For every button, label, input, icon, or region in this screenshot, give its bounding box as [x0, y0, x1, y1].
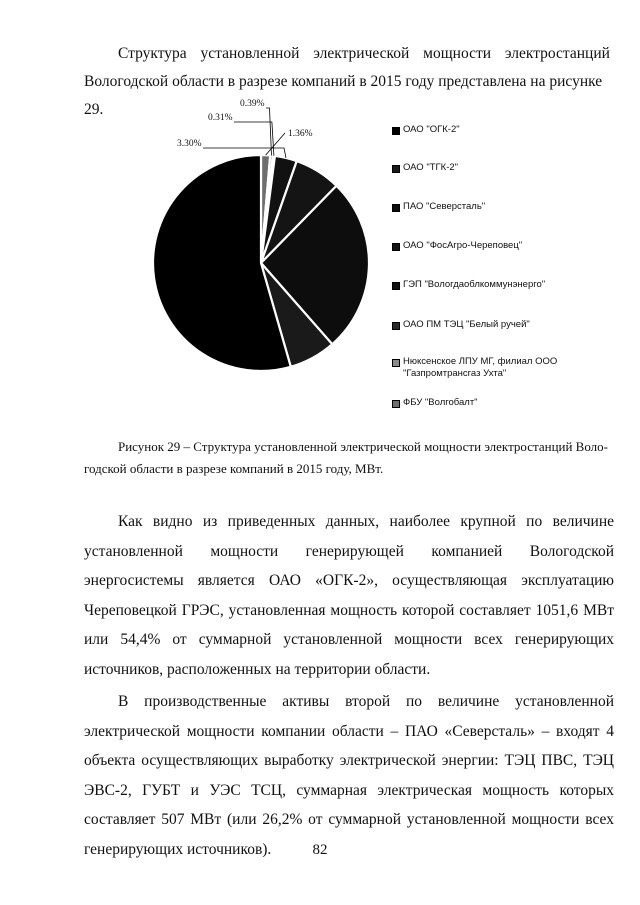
leader-line [266, 133, 285, 155]
legend-swatch [392, 127, 400, 135]
legend-label: ГЭП "Вологдаоблкоммунэнерго" [403, 279, 546, 290]
legend-swatch [392, 243, 400, 251]
intro-word: Структура [118, 45, 187, 62]
data-label: 1.36% [288, 129, 313, 139]
paragraph-2: В производственные активы второй по величине установленной электрической мощности компании области – ПАО «Северсталь» – входят 4 объекта осуществляющих выработку электрической энергии: ТЭЦ ПВС, ТЭЦ ЭВС-2, ГУБТ и УЭС ТСЦ, суммарная электрическая мощность которых составляет 507 МВт (или 26,2% от суммарной установленной мощности всех генерирующих источников). [84, 693, 614, 858]
legend-label: Нюксенское ЛПУ МГ, филиал ООО "Газпромтрансгаз Ухта" [403, 356, 558, 379]
legend-label: ОАО "ОГК-2" [403, 124, 460, 135]
legend-label: ФБУ "Волгобалт" [403, 397, 478, 408]
figure-caption [84, 436, 616, 480]
intro-line-2: Вологодской области в разрезе компаний в 2015 году представлена на рисунке 29. [84, 73, 603, 118]
legend-item [392, 279, 612, 291]
legend-item [392, 240, 612, 252]
pie-slices [153, 155, 369, 371]
data-label: 0.31% [208, 113, 233, 123]
legend-swatch [392, 282, 400, 290]
legend-item [392, 162, 612, 174]
legend-label: ПАО "Северсталь" [403, 201, 486, 212]
legend-swatch [392, 165, 400, 173]
caption-line-1: Рисунок 29 – Структура установленной электрической мощности электростанций Воло- [118, 439, 609, 454]
paragraph-1: Как видно из приведенных данных, наиболее крупной по величине установленной мощности генерирующей компанией Вологодской энергосистемы является ОАО «ОГК-2», осуществляющая эксплуатацию Череповецкой ГРЭС, установленная мощность которой составляет 1051,6 МВт или 54,4% от суммарной установленной мощности всех генерирующих источников, расположенных на территории области. [84, 513, 614, 678]
legend-item [392, 124, 612, 136]
legend-swatch [392, 359, 400, 367]
legend-item [392, 397, 612, 409]
data-label: 0.39% [240, 99, 265, 109]
legend-label: ОАО "ТГК-2" [403, 162, 459, 173]
legend-item [392, 319, 612, 331]
caption-line-2: годской области в разрезе компаний в 2015 году, МВт. [84, 461, 384, 476]
intro-line-1 [84, 40, 610, 68]
legend-label: ОАО ПМ ТЭЦ "Белый ручей" [403, 319, 530, 330]
intro-word: электрической [313, 45, 410, 62]
legend-swatch [392, 204, 400, 212]
intro-word: мощности [423, 45, 492, 62]
intro-word: электростанций [504, 45, 610, 62]
pie-data-labels [177, 99, 313, 149]
legend-label: ОАО "ФосАгро-Череповец" [403, 240, 523, 251]
legend-item [392, 201, 612, 213]
legend-item [392, 356, 612, 380]
legend-swatch [392, 322, 400, 330]
data-label: 3.30% [177, 139, 202, 149]
page-number: 82 [312, 842, 328, 858]
intro-word: установленной [200, 45, 300, 62]
legend-swatch [392, 400, 400, 408]
leader-line [234, 122, 274, 156]
body-text [84, 507, 614, 867]
